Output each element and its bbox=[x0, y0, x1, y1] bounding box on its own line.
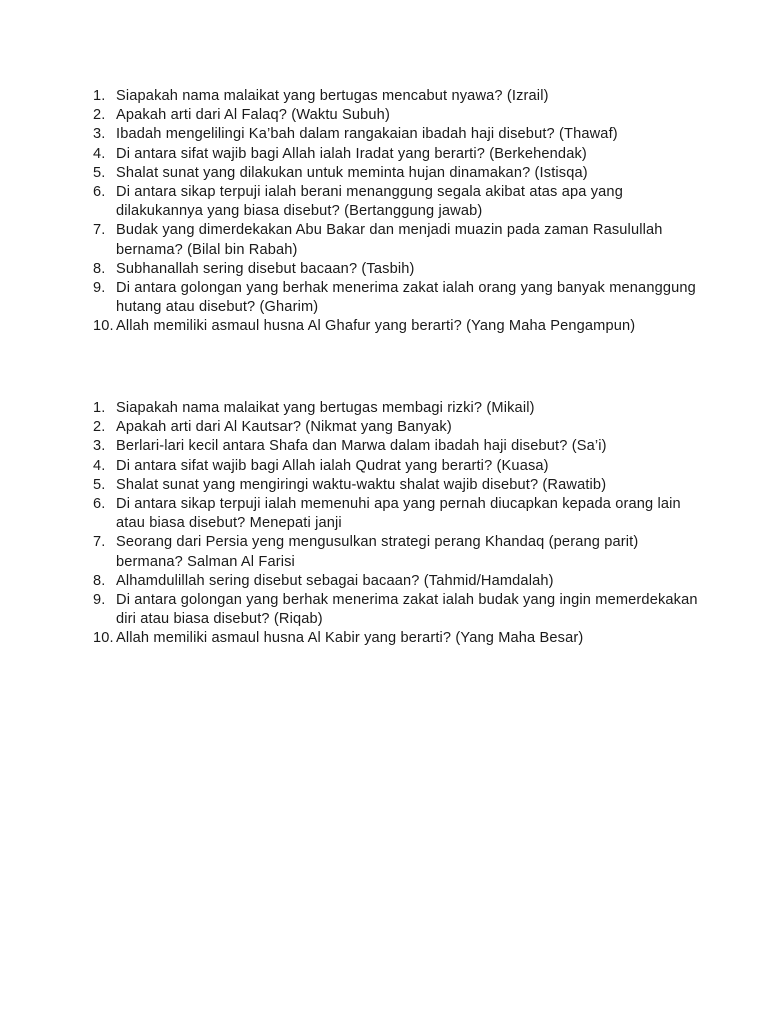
item-text: Apakah arti dari Al Kautsar? (Nikmat yang Banyak) bbox=[116, 419, 452, 436]
item-number: 8. bbox=[93, 260, 106, 277]
item-number: 3. bbox=[93, 126, 106, 143]
item-number: 5. bbox=[93, 476, 106, 493]
list-item bbox=[93, 495, 703, 533]
item-number: 6. bbox=[93, 496, 106, 513]
item-text: Siapakah nama malaikat yang bertugas membagi rizki? (Mikail) bbox=[116, 400, 535, 416]
item-text: Di antara sifat wajib bagi Allah ialah Qudrat yang berarti? (Kuasa) bbox=[116, 457, 549, 474]
list-item bbox=[93, 437, 703, 456]
item-number: 1. bbox=[93, 88, 106, 104]
list-item bbox=[93, 629, 703, 648]
item-text: Allah memiliki asmaul husna Al Ghafur yang berarti? (Yang Maha Pengampun) bbox=[116, 318, 636, 335]
question-list-1 bbox=[93, 87, 703, 337]
item-text: Shalat sunat yang dilakukan untuk meminta hujan dinamakan? (Istisqa) bbox=[116, 164, 588, 181]
list-item bbox=[93, 125, 703, 144]
list-item bbox=[93, 279, 703, 317]
item-number: 1. bbox=[93, 400, 106, 416]
list-item bbox=[93, 164, 703, 183]
item-text: Shalat sunat yang mengiringi waktu-waktu shalat wajib disebut? (Rawatib) bbox=[116, 476, 607, 493]
item-number: 9. bbox=[93, 280, 106, 297]
item-text: Di antara sikap terpuji ialah berani menanggung segala akibat atas apa yang dilakukannya yang biasa disebut? (Bertanggung jawab) bbox=[116, 184, 623, 220]
list-item bbox=[93, 591, 703, 629]
item-number: 3. bbox=[93, 438, 106, 455]
item-text: Siapakah nama malaikat yang bertugas mencabut nyawa? (Izrail) bbox=[116, 88, 549, 104]
item-text: Allah memiliki asmaul husna Al Kabir yang berarti? (Yang Maha Besar) bbox=[116, 630, 584, 647]
item-number: 10. bbox=[93, 630, 114, 647]
list-item bbox=[93, 399, 703, 418]
list-item bbox=[93, 260, 703, 279]
item-number: 4. bbox=[93, 457, 106, 474]
item-text: Di antara sifat wajib bagi Allah ialah Iradat yang berarti? (Berkehendak) bbox=[116, 145, 587, 162]
list-item bbox=[93, 145, 703, 164]
item-text: Budak yang dimerdekakan Abu Bakar dan menjadi muazin pada zaman Rasulullah bernama? (Bilal bin Rabah) bbox=[116, 222, 663, 258]
item-number: 9. bbox=[93, 592, 106, 609]
list-item bbox=[93, 221, 703, 259]
item-number: 2. bbox=[93, 419, 106, 436]
item-number: 2. bbox=[93, 107, 106, 124]
item-text: Di antara golongan yang berhak menerima zakat ialah orang yang banyak menanggung hutang atau disebut? (Gharim) bbox=[116, 280, 696, 316]
list-item bbox=[93, 183, 703, 221]
item-number: 10. bbox=[93, 318, 114, 335]
item-text: Di antara golongan yang berhak menerima zakat ialah budak yang ingin memerdekakan diri atau biasa disebut? (Riqab) bbox=[116, 592, 698, 628]
list-item bbox=[93, 317, 703, 336]
item-number: 6. bbox=[93, 184, 106, 201]
item-text: Ibadah mengelilingi Ka’bah dalam rangakaian ibadah haji disebut? (Thawaf) bbox=[116, 126, 618, 143]
item-text: Alhamdulillah sering disebut sebagai bacaan? (Tahmid/Hamdalah) bbox=[116, 572, 554, 589]
list-item bbox=[93, 418, 703, 437]
list-item bbox=[93, 457, 703, 476]
item-number: 8. bbox=[93, 572, 106, 589]
list-item bbox=[93, 106, 703, 125]
item-text: Apakah arti dari Al Falaq? (Waktu Subuh) bbox=[116, 107, 390, 124]
item-text: Seorang dari Persia yeng mengusulkan strategi perang Khandaq (perang parit) bermana? Salman Al Farisi bbox=[116, 534, 639, 570]
list-item bbox=[93, 476, 703, 495]
item-text: Berlari-lari kecil antara Shafa dan Marwa dalam ibadah haji disebut? (Sa’i) bbox=[116, 438, 607, 455]
question-list-2 bbox=[93, 399, 703, 649]
item-text: Di antara sikap terpuji ialah memenuhi apa yang pernah diucapkan kepada orang lain atau biasa disebut? Menepati janji bbox=[116, 496, 681, 532]
list-item bbox=[93, 572, 703, 591]
item-text: Subhanallah sering disebut bacaan? (Tasbih) bbox=[116, 260, 415, 277]
item-number: 4. bbox=[93, 145, 106, 162]
list-item bbox=[93, 533, 703, 571]
item-number: 7. bbox=[93, 534, 106, 551]
item-number: 7. bbox=[93, 222, 106, 239]
item-number: 5. bbox=[93, 164, 106, 181]
list-item bbox=[93, 87, 703, 106]
